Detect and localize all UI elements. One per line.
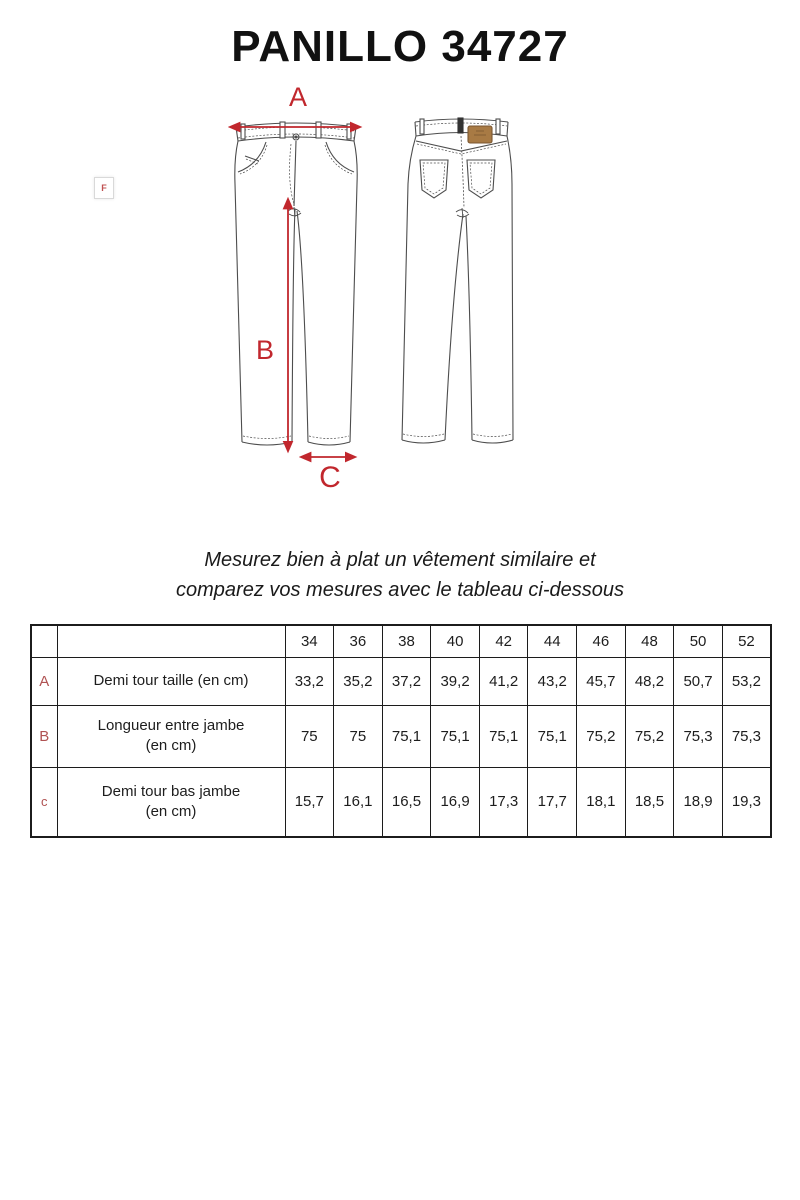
measure-value: 75,1	[431, 705, 480, 767]
measure-key: A	[31, 657, 57, 705]
size-col-header: 42	[479, 625, 528, 657]
size-col-header: 48	[625, 625, 674, 657]
size-col-header: 36	[334, 625, 383, 657]
corner-cell	[57, 625, 285, 657]
back-outline	[402, 118, 513, 443]
size-col-header: 46	[577, 625, 626, 657]
measure-value: 18,5	[625, 767, 674, 837]
front-outline	[235, 122, 357, 445]
measure-value: 37,2	[382, 657, 431, 705]
measure-key: c	[31, 767, 57, 837]
measure-value: 48,2	[625, 657, 674, 705]
measure-value: 16,9	[431, 767, 480, 837]
measure-value: 35,2	[334, 657, 383, 705]
measure-value: 18,9	[674, 767, 723, 837]
size-col-header: 50	[674, 625, 723, 657]
measure-value: 75,1	[528, 705, 577, 767]
measure-label: Demi tour bas jambe (en cm)	[57, 767, 285, 837]
measure-row-b	[31, 705, 771, 767]
measure-label-c: C	[319, 461, 341, 494]
jeans-back-view-drawing	[400, 114, 515, 462]
measure-value: 39,2	[431, 657, 480, 705]
measuring-instruction	[0, 545, 800, 605]
instruction-line-1: Mesurez bien à plat un vêtement similaire et	[204, 549, 596, 571]
measure-value: 33,2	[285, 657, 334, 705]
measure-value: 75,2	[625, 705, 674, 767]
measure-value: 75	[285, 705, 334, 767]
measure-value: 17,3	[479, 767, 528, 837]
measure-value: 45,7	[577, 657, 626, 705]
size-col-header: 38	[382, 625, 431, 657]
leather-patch	[468, 126, 492, 143]
measure-row-a	[31, 657, 771, 705]
measure-value: 75,3	[674, 705, 723, 767]
measure-value: 50,7	[674, 657, 723, 705]
measure-value: 75,1	[382, 705, 431, 767]
measure-value: 18,1	[577, 767, 626, 837]
jeans-measurement-diagram	[0, 0, 800, 540]
measure-label-a: A	[288, 82, 307, 112]
measure-key: B	[31, 705, 57, 767]
size-col-header: 34	[285, 625, 334, 657]
size-col-header: 44	[528, 625, 577, 657]
size-col-header: 52	[722, 625, 771, 657]
measure-value: 75,1	[479, 705, 528, 767]
measure-row-c	[31, 767, 771, 837]
size-table	[30, 624, 772, 838]
measure-value: 17,7	[528, 767, 577, 837]
measure-value: 16,1	[334, 767, 383, 837]
measurement-arrows	[235, 127, 357, 457]
instruction-line-2: comparez vos mesures avec le tableau ci-dessous	[176, 579, 624, 601]
measure-value: 15,7	[285, 767, 334, 837]
size-col-header: 40	[431, 625, 480, 657]
measure-value: 41,2	[479, 657, 528, 705]
measure-label: Demi tour taille (en cm)	[57, 657, 285, 705]
measure-label-b: B	[255, 335, 274, 365]
measure-value: 75	[334, 705, 383, 767]
measure-value: 53,2	[722, 657, 771, 705]
jeans-front-view-drawing	[228, 114, 364, 466]
measure-value: 19,3	[722, 767, 771, 837]
measure-label: Longueur entre jambe (en cm)	[57, 705, 285, 767]
page-title: PANILLO 34727	[231, 22, 569, 71]
corner-cell	[31, 625, 57, 657]
measure-value: 16,5	[382, 767, 431, 837]
format-badge-label: F	[101, 183, 107, 193]
size-header-row	[31, 625, 771, 657]
measure-value: 75,3	[722, 705, 771, 767]
measure-value: 43,2	[528, 657, 577, 705]
measure-value: 75,2	[577, 705, 626, 767]
